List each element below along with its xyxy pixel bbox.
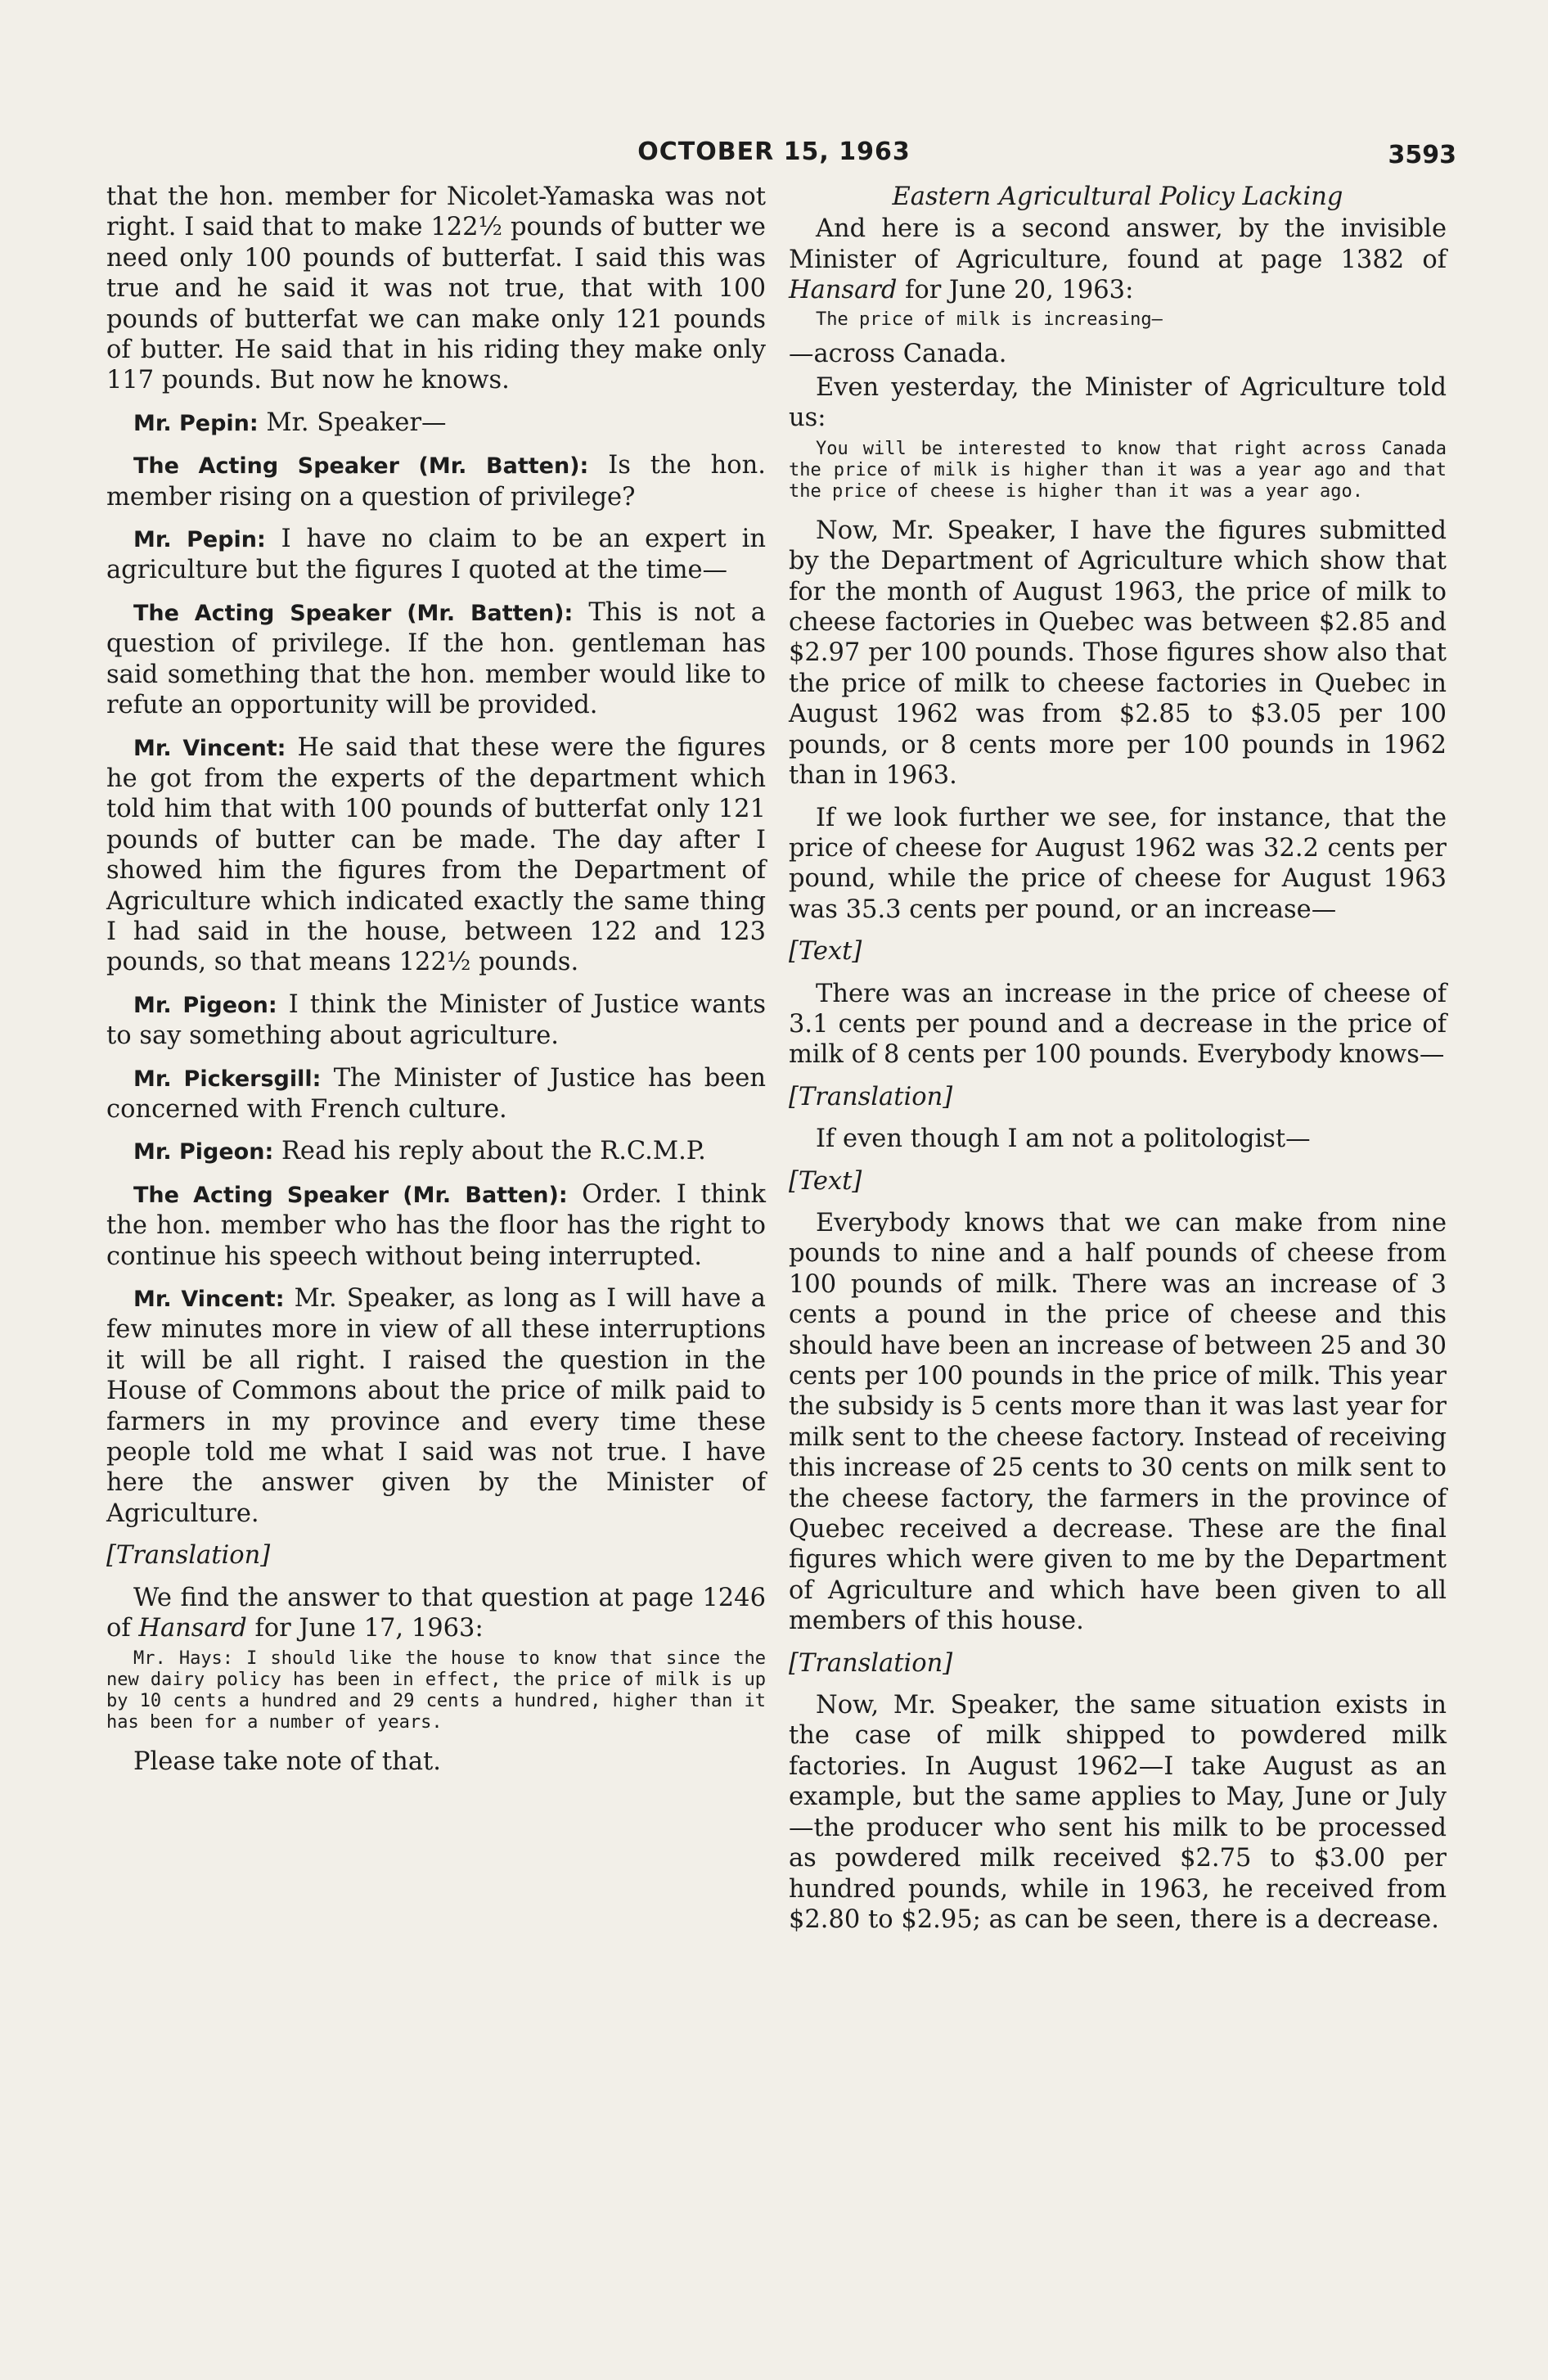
- paragraph: If even though I am not a politologist—: [816, 1125, 1311, 1154]
- paragraph: Please take note of that.: [133, 1747, 441, 1777]
- paragraph: Even yesterday, the Minister of Agriculture told us:: [789, 373, 1447, 433]
- speaker-name: Mr. Pepin:: [133, 410, 259, 436]
- block-quote: The price of milk is increasing—: [816, 309, 1163, 330]
- speech-text: He said that these were the figures he got from the experts of the department which told him that with 100 pounds of butterfat only 121 pounds of butter can be made. The day after I showed him the figures from the Department of Agriculture which indicated exactly the same thing I had said in the house, between 122 and 123 pounds, so that means 122½ pounds.: [106, 732, 766, 977]
- section-subheading: Eastern Agricultural Policy Lacking: [892, 183, 1343, 211]
- page-number: 3593: [1388, 141, 1456, 169]
- paragraph: [106, 989, 766, 1052]
- paragraph: We find the answer to that question at page 1246 of Hansard for June 17, 1963:: [106, 1583, 766, 1643]
- translation-tag: [Translation]: [106, 1541, 271, 1571]
- block-quote: Mr. Hays: I should like the house to know that since the new dairy policy has been in effect, the price of milk is up by 10 cents a hundred and 29 cents a hundred, higher than it has been for a number of years.: [106, 1648, 766, 1733]
- paragraph: [106, 1283, 766, 1529]
- speech-text: The Minister of Justice has been concerned with French culture.: [106, 1063, 766, 1124]
- speaker-name: Mr. Pigeon:: [133, 992, 277, 1018]
- speaker-name: Mr. Vincent:: [133, 1287, 285, 1312]
- hansard-title: Hansard: [789, 276, 898, 305]
- paragraph: [106, 450, 766, 512]
- speaker-name: Mr. Pepin:: [133, 527, 266, 553]
- left-column: [106, 182, 766, 1789]
- paragraph: [106, 1179, 766, 1272]
- speech-text: This is not a question of privilege. If the hon. gentleman has said something that the hon. member would like to refute an opportunity will be provided.: [106, 597, 766, 720]
- translation-tag: [Translation]: [789, 1082, 953, 1111]
- page-date: OCTOBER 15, 1963: [637, 137, 911, 166]
- text-tag: [Text]: [789, 1166, 862, 1196]
- speaker-name: Mr. Pigeon:: [133, 1139, 274, 1165]
- speech-text: Mr. Speaker—: [266, 408, 447, 437]
- speaker-name: The Acting Speaker (Mr. Batten):: [133, 600, 574, 626]
- speech-text: Read his reply about the R.C.M.P.: [281, 1137, 706, 1166]
- speaker-name: Mr. Pickersgill:: [133, 1066, 322, 1092]
- paragraph: Everybody knows that we can make from nine pounds to nine and a half pounds of cheese from 100 pounds of milk. There was an increase of 3 cents a pound in the price of cheese and this should have been an increase of between 25 and 30 cents per 100 pounds in the price of milk. This year the subsidy is 5 cents more than it was last year for milk sent to the cheese factory. Instead of receiving this increase of 25 cents to 30 cents on milk sent to the cheese factory, the farmers in the province of Quebec received a decrease. These are the final figures which were given to me by the Department of Agriculture and which have been given to all members of this house.: [789, 1208, 1447, 1636]
- right-column: [789, 182, 1447, 1946]
- paragraph: And here is a second answer, by the invisible Minister of Agriculture, found at page 1382 of Hansard for June 20, 1963:: [789, 214, 1447, 305]
- paragraph: Now, Mr. Speaker, I have the figures submitted by the Department of Agriculture which show that for the month of August 1963, the price of milk to cheese factories in Quebec was between $2.85 and $2.97 per 100 pounds. Those figures show also that the price of milk to cheese factories in Quebec in August 1962 was from $2.85 to $3.05 per 100 pounds, or 8 cents more per 100 pounds in 1962 than in 1963.: [789, 516, 1447, 791]
- speech-text: I have no claim to be an expert in agriculture but the figures I quoted at the time—: [106, 525, 766, 585]
- paragraph: Now, Mr. Speaker, the same situation exists in the case of milk shipped to powdered milk factories. In August 1962—I take August as an example, but the same applies to May, June or July—the producer who sent his milk to be processed as powdered milk received $2.75 to $3.00 per hundred pounds, while in 1963, he received from $2.80 to $2.95; as can be seen, there is a decrease.: [789, 1691, 1447, 1934]
- paragraph: [106, 524, 766, 586]
- speaker-name: The Acting Speaker (Mr. Batten):: [133, 1182, 568, 1208]
- paragraph: —across Canada.: [789, 339, 1007, 368]
- text-tag: [Text]: [789, 937, 862, 967]
- speaker-name: Mr. Vincent:: [133, 735, 286, 761]
- paragraph: There was an increase in the price of cheese of 3.1 cents per pound and a decrease in the price of milk of 8 cents per 100 pounds. Everybody knows—: [789, 979, 1447, 1070]
- paragraph: [106, 597, 766, 721]
- paragraph: [106, 732, 766, 978]
- hansard-title: Hansard: [138, 1614, 247, 1643]
- speech-text: I think the Minister of Justice wants to say something about agriculture.: [106, 989, 766, 1051]
- paragraph: If we look further we see, for instance, that the price of cheese for August 1962 was 32.2 cents per pound, while the price of cheese for August 1963 was 35.3 cents per pound, or an increase—: [789, 803, 1447, 924]
- speaker-name: The Acting Speaker (Mr. Batten):: [133, 453, 589, 480]
- block-quote: You will be interested to know that right across Canada the price of milk is higher than it was a year ago and that the price of cheese is higher than it was a year ago.: [789, 438, 1447, 502]
- page-header: [0, 137, 1548, 178]
- paragraph: [106, 1063, 766, 1125]
- speech-text: Mr. Speaker, as long as I will have a few minutes more in view of all these interruptions it will be all right. I raised the question in the House of Commons about the price of milk paid to farmers in my province and every time these people told me what I said was not true. I have here the answer given by the Minister of Agriculture.: [106, 1284, 766, 1528]
- paragraph: [106, 408, 766, 439]
- speech-text: Order. I think the hon. member who has the floor has the right to continue his speech without being interrupted.: [106, 1179, 766, 1271]
- translation-tag: [Translation]: [789, 1648, 953, 1678]
- paragraph: [106, 1136, 766, 1167]
- paragraph: that the hon. member for Nicolet-Yamaska was not right. I said that to make 122½ pounds of butter we need only 100 pounds of butterfat. I said this was true and he said it was not true, that with 100 pounds of butterfat we can make only 121 pounds of butter. He said that in his riding they make only 117 pounds. But now he knows.: [106, 183, 766, 395]
- speech-text: Is the hon. member rising on a question of privilege?: [106, 451, 766, 512]
